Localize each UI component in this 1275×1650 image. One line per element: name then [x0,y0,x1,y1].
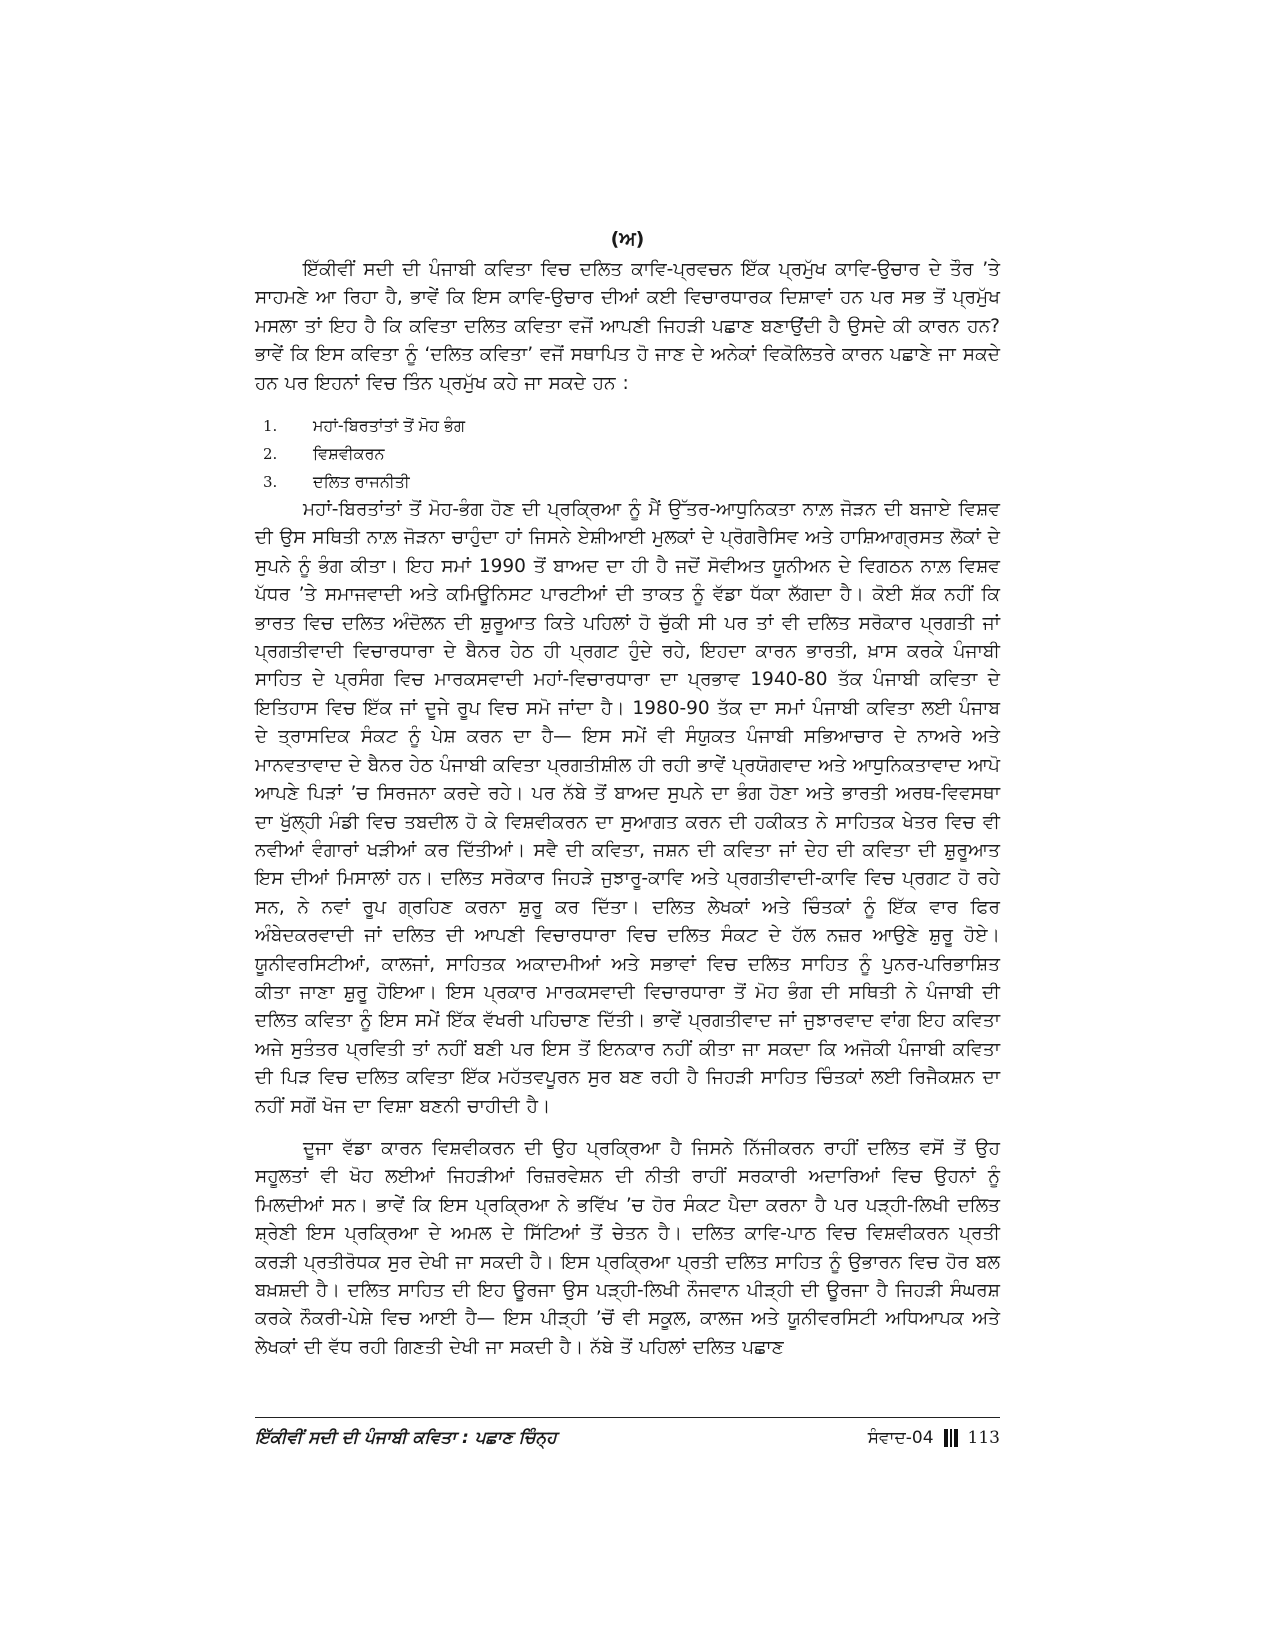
paragraph-globalization: ਦੂਜਾ ਵੱਡਾ ਕਾਰਨ ਵਿਸ਼ਵੀਕਰਨ ਦੀ ਉਹ ਪ੍ਰਕ੍ਰਿਆ ਹੈ ਜਿਸਨੇ ਨਿੱਜੀਕਰਨ ਰਾਹੀਂ ਦਲਿਤ ਵਸੋਂ ਤੋਂ ਉਹ ਸਹੂਲਤਾਂ ਵੀ ਖੋਹ ਲਈਆਂ ਜਿਹੜੀਆਂ ਰਿਜ਼ਰਵੇਸ਼ਨ ਦੀ ਨੀਤੀ ਰਾਹੀਂ ਸਰਕਾਰੀ ਅਦਾਰਿਆਂ ਵਿਚ ਉਹਨਾਂ ਨੂੰ ਮਿਲਦੀਆਂ ਸਨ। ਭਾਵੇਂ ਕਿ ਇਸ ਪ੍ਰਕ੍ਰਿਆ ਨੇ ਭਵਿੱਖ ’ਚ ਹੋਰ ਸੰਕਟ ਪੈਦਾ ਕਰਨਾ ਹੈ ਪਰ ਪੜ੍ਹੀ-ਲਿਖੀ ਦਲਿਤ ਸ਼੍ਰੇਣੀ ਇਸ ਪ੍ਰਕ੍ਰਿਆ ਦੇ ਅਮਲ ਦੇ ਸਿੱਟਿਆਂ ਤੋਂ ਚੇਤਨ ਹੈ। ਦਲਿਤ ਕਾਵਿ-ਪਾਠ ਵਿਚ ਵਿਸ਼ਵੀਕਰਨ ਪ੍ਰਤੀ ਕਰੜੀ ਪ੍ਰਤੀਰੋਧਕ ਸੁਰ ਦੇਖੀ ਜਾ ਸਕਦੀ ਹੈ। ਇਸ ਪ੍ਰਕ੍ਰਿਆ ਪ੍ਰਤੀ ਦਲਿਤ ਸਾਹਿਤ ਨੂੰ ਉਭਾਰਨ ਵਿਚ ਹੋਰ ਬਲ ਬਖ਼ਸ਼ਦੀ ਹੈ। ਦਲਿਤ ਸਾਹਿਤ ਦੀ ਇਹ ਊਰਜਾ ਉਸ ਪੜ੍ਹੀ-ਲਿਖੀ ਨੌਜਵਾਨ ਪੀੜ੍ਹੀ ਦੀ ਊਰਜਾ ਹੈ ਜਿਹੜੀ ਸੰਘਰਸ਼ ਕਰਕੇ ਨੌਕਰੀ-ਪੇਸ਼ੇ ਵਿਚ ਆਈ ਹੈ— ਇਸ ਪੀੜ੍ਹੀ ’ਚੋਂ ਵੀ ਸਕੂਲ, ਕਾਲਜ ਅਤੇ ਯੂਨੀਵਰਸਿਟੀ ਅਧਿਆਪਕ ਅਤੇ ਲੇਖਕਾਂ ਦੀ ਵੱਧ ਰਹੀ ਗਿਣਤੀ ਦੇਖੀ ਜਾ ਸਕਦੀ ਹੈ। ਨੱਬੇ ਤੋਂ ਪਹਿਲਾਂ ਦਲਿਤ ਪਛਾਣ [255,1137,1000,1358]
reasons-list [255,412,1000,496]
list-item-number: 3. [263,473,278,492]
page-number: 113 [967,1428,1000,1448]
list-item [255,412,1000,440]
list-item-number: 2. [263,445,278,464]
page-body [255,228,1000,1362]
list-item-label: ਮਹਾਂ-ਬਿਰਤਾਂਤਾਂ ਤੋਂ ਮੋਹ ਭੰਗ [313,416,466,436]
list-item-label: ਵਿਸ਼ਵੀਕਰਨ [313,444,385,464]
journal-issue: ਸੰਵਾਦ-04 [867,1428,934,1448]
list-item [255,440,1000,468]
paragraph-intro: ਇੱਕੀਵੀਂ ਸਦੀ ਦੀ ਪੰਜਾਬੀ ਕਵਿਤਾ ਵਿਚ ਦਲਿਤ ਕਾਵਿ-ਪ੍ਰਵਚਨ ਇੱਕ ਪ੍ਰਮੁੱਖ ਕਾਵਿ-ਉਚਾਰ ਦੇ ਤੌਰ ’ਤੇ ਸਾਹਮਣੇ ਆ ਰਿਹਾ ਹੈ, ਭਾਵੇਂ ਕਿ ਇਸ ਕਾਵਿ-ਉਚਾਰ ਦੀਆਂ ਕਈ ਵਿਚਾਰਧਾਰਕ ਦਿਸ਼ਾਵਾਂ ਹਨ ਪਰ ਸਭ ਤੋਂ ਪ੍ਰਮੁੱਖ ਮਸਲਾ ਤਾਂ ਇਹ ਹੈ ਕਿ ਕਵਿਤਾ ਦਲਿਤ ਕਵਿਤਾ ਵਜੋਂ ਆਪਣੀ ਜਿਹੜੀ ਪਛਾਣ ਬਣਾਉਂਦੀ ਹੈ ਉਸਦੇ ਕੀ ਕਾਰਨ ਹਨ? ਭਾਵੇਂ ਕਿ ਇਸ ਕਵਿਤਾ ਨੂੰ ‘ਦਲਿਤ ਕਵਿਤਾ’ ਵਜੋਂ ਸਥਾਪਿਤ ਹੋ ਜਾਣ ਦੇ ਅਨੇਕਾਂ ਵਿਕੋਲਿਤਰੇ ਕਾਰਨ ਪਛਾਣੇ ਜਾ ਸਕਦੇ ਹਨ ਪਰ ਇਹਨਾਂ ਵਿਚ ਤਿੰਨ ਪ੍ਰਮੁੱਖ ਕਹੇ ਜਾ ਸਕਦੇ ਹਨ : [255,259,1000,394]
section-heading: (ਅ) [610,228,645,250]
list-item [255,468,1000,496]
list-item-label: ਦਲਿਤ ਰਾਜਨੀਤੀ [313,472,410,492]
running-title: ਇੱਕੀਵੀਂ ਸਦੀ ਦੀ ਪੰਜਾਬੀ ਕਵਿਤਾ : ਪਛਾਣ ਚਿੰਨ੍ਹ [255,1428,557,1448]
list-item-number: 1. [263,417,278,436]
paragraph-grand-narratives: ਮਹਾਂ-ਬਿਰਤਾਂਤਾਂ ਤੋਂ ਮੋਹ-ਭੰਗ ਹੋਣ ਦੀ ਪ੍ਰਕ੍ਰਿਆ ਨੂੰ ਮੈਂ ਉੱਤਰ-ਆਧੁਨਿਕਤਾ ਨਾਲ਼ ਜੋੜਨ ਦੀ ਬਜਾਏ ਵਿਸ਼ਵ ਦੀ ਉਸ ਸਥਿਤੀ ਨਾਲ਼ ਜੋੜਨਾ ਚਾਹੁੰਦਾ ਹਾਂ ਜਿਸਨੇ ਏਸ਼ੀਆਈ ਮੁਲਕਾਂ ਦੇ ਪ੍ਰੋਗਰੈਸਿਵ ਅਤੇ ਹਾਸ਼ਿਆਗ੍ਰਸਤ ਲੋਕਾਂ ਦੇ ਸੁਪਨੇ ਨੂੰ ਭੰਗ ਕੀਤਾ। ਇਹ ਸਮਾਂ 1990 ਤੋਂ ਬਾਅਦ ਦਾ ਹੀ ਹੈ ਜਦੋਂ ਸੋਵੀਅਤ ਯੂਨੀਅਨ ਦੇ ਵਿਗਠਨ ਨਾਲ਼ ਵਿਸ਼ਵ ਪੱਧਰ ’ਤੇ ਸਮਾਜਵਾਦੀ ਅਤੇ ਕਮਿਊਨਿਸਟ ਪਾਰਟੀਆਂ ਦੀ ਤਾਕਤ ਨੂੰ ਵੱਡਾ ਧੱਕਾ ਲੱਗਦਾ ਹੈ। ਕੋਈ ਸ਼ੱਕ ਨਹੀਂ ਕਿ ਭਾਰਤ ਵਿਚ ਦਲਿਤ ਅੰਦੋਲਨ ਦੀ ਸ਼ੁਰੂਆਤ ਕਿਤੇ ਪਹਿਲਾਂ ਹੋ ਚੁੱਕੀ ਸੀ ਪਰ ਤਾਂ ਵੀ ਦਲਿਤ ਸਰੋਕਾਰ ਪ੍ਰਗਤੀ ਜਾਂ ਪ੍ਰਗਤੀਵਾਦੀ ਵਿਚਾਰਧਾਰਾ ਦੇ ਬੈਨਰ ਹੇਠ ਹੀ ਪ੍ਰਗਟ ਹੁੰਦੇ ਰਹੇ, ਇਹਦਾ ਕਾਰਨ ਭਾਰਤੀ, ਖ਼ਾਸ ਕਰਕੇ ਪੰਜਾਬੀ ਸਾਹਿਤ ਦੇ ਪ੍ਰਸੰਗ ਵਿਚ ਮਾਰਕਸਵਾਦੀ ਮਹਾਂ-ਵਿਚਾਰਧਾਰਾ ਦਾ ਪ੍ਰਭਾਵ 1940-80 ਤੱਕ ਪੰਜਾਬੀ ਕਵਿਤਾ ਦੇ ਇਤਿਹਾਸ ਵਿਚ ਇੱਕ ਜਾਂ ਦੂਜੇ ਰੂਪ ਵਿਚ ਸਮੋ ਜਾਂਦਾ ਹੈ। 1980-90 ਤੱਕ ਦਾ ਸਮਾਂ ਪੰਜਾਬੀ ਕਵਿਤਾ ਲਈ ਪੰਜਾਬ ਦੇ ਤ੍ਰਾਸਦਿਕ ਸੰਕਟ ਨੂੰ ਪੇਸ਼ ਕਰਨ ਦਾ ਹੈ— ਇਸ ਸਮੇਂ ਵੀ ਸੰਯੁਕਤ ਪੰਜਾਬੀ ਸਭਿਆਚਾਰ ਦੇ ਨਾਅਰੇ ਅਤੇ ਮਾਨਵਤਾਵਾਦ ਦੇ ਬੈਨਰ ਹੇਠ ਪੰਜਾਬੀ ਕਵਿਤਾ ਪ੍ਰਗਤੀਸ਼ੀਲ ਹੀ ਰਹੀ ਭਾਵੇਂ ਪ੍ਰਯੋਗਵਾਦ ਅਤੇ ਆਧੁਨਿਕਤਾਵਾਦ ਆਪੋ ਆਪਣੇ ਪਿੜਾਂ ’ਚ ਸਿਰਜਨਾ ਕਰਦੇ ਰਹੇ। ਪਰ ਨੱਬੇ ਤੋਂ ਬਾਅਦ ਸੁਪਨੇ ਦਾ ਭੰਗ ਹੋਣਾ ਅਤੇ ਭਾਰਤੀ ਅਰਥ-ਵਿਵਸਥਾ ਦਾ ਖੁੱਲ੍ਹੀ ਮੰਡੀ ਵਿਚ ਤਬਦੀਲ ਹੋ ਕੇ ਵਿਸ਼ਵੀਕਰਨ ਦਾ ਸੁਆਗਤ ਕਰਨ ਦੀ ਹਕੀਕਤ ਨੇ ਸਾਹਿਤਕ ਖੇਤਰ ਵਿਚ ਵੀ ਨਵੀਆਂ ਵੰਗਾਰਾਂ ਖੜੀਆਂ ਕਰ ਦਿੱਤੀਆਂ। ਸਵੈ ਦੀ ਕਵਿਤਾ, ਜਸ਼ਨ ਦੀ ਕਵਿਤਾ ਜਾਂ ਦੇਹ ਦੀ ਕਵਿਤਾ ਦੀ ਸ਼ੁਰੂਆਤ ਇਸ ਦੀਆਂ ਮਿਸਾਲਾਂ ਹਨ। ਦਲਿਤ ਸਰੋਕਾਰ ਜਿਹੜੇ ਜੁਝਾਰੂ-ਕਾਵਿ ਅਤੇ ਪ੍ਰਗਤੀਵਾਦੀ-ਕਾਵਿ ਵਿਚ ਪ੍ਰਗਟ ਹੋ ਰਹੇ ਸਨ, ਨੇ ਨਵਾਂ ਰੂਪ ਗ੍ਰਹਿਣ ਕਰਨਾ ਸ਼ੁਰੂ ਕਰ ਦਿੱਤਾ। ਦਲਿਤ ਲੇਖਕਾਂ ਅਤੇ ਚਿੰਤਕਾਂ ਨੂੰ ਇੱਕ ਵਾਰ ਫਿਰ ਅੰਬੇਦਕਰਵਾਦੀ ਜਾਂ ਦਲਿਤ ਦੀ ਆਪਣੀ ਵਿਚਾਰਧਾਰਾ ਵਿਚ ਦਲਿਤ ਸੰਕਟ ਦੇ ਹੱਲ ਨਜ਼ਰ ਆਉਣੇ ਸ਼ੁਰੂ ਹੋਏ। ਯੂਨੀਵਰਸਿਟੀਆਂ, ਕਾਲਜਾਂ, ਸਾਹਿਤਕ ਅਕਾਦਮੀਆਂ ਅਤੇ ਸਭਾਵਾਂ ਵਿਚ ਦਲਿਤ ਸਾਹਿਤ ਨੂੰ ਪੁਨਰ-ਪਰਿਭਾਸ਼ਿਤ ਕੀਤਾ ਜਾਣਾ ਸ਼ੁਰੂ ਹੋਇਆ। ਇਸ ਪ੍ਰਕਾਰ ਮਾਰਕਸਵਾਦੀ ਵਿਚਾਰਧਾਰਾ ਤੋਂ ਮੋਹ ਭੰਗ ਦੀ ਸਥਿਤੀ ਨੇ ਪੰਜਾਬੀ ਦੀ ਦਲਿਤ ਕਵਿਤਾ ਨੂੰ ਇਸ ਸਮੇਂ ਇੱਕ ਵੱਖਰੀ ਪਹਿਚਾਣ ਦਿੱਤੀ। ਭਾਵੇਂ ਪ੍ਰਗਤੀਵਾਦ ਜਾਂ ਜੁਝਾਰਵਾਦ ਵਾਂਗ ਇਹ ਕਵਿਤਾ ਅਜੇ ਸੁਤੰਤਰ ਪ੍ਰਵਿਤੀ ਤਾਂ ਨਹੀਂ ਬਣੀ ਪਰ ਇਸ ਤੋਂ ਇਨਕਾਰ ਨਹੀਂ ਕੀਤਾ ਜਾ ਸਕਦਾ ਕਿ ਅਜੋਕੀ ਪੰਜਾਬੀ ਕਵਿਤਾ ਦੀ ਪਿੜ ਵਿਚ ਦਲਿਤ ਕਵਿਤਾ ਇੱਕ ਮਹੱਤਵਪੂਰਨ ਸੁਰ ਬਣ ਰਹੀ ਹੈ ਜਿਹੜੀ ਸਾਹਿਤ ਚਿੰਤਕਾਂ ਲਈ ਰਿਜੈਕਸ਼ਨ ਦਾ ਨਹੀਂ ਸਗੋਂ ਖੋਜ ਦਾ ਵਿਸ਼ਾ ਬਣਨੀ ਚਾਹੀਦੀ ਹੈ। [255,499,1000,1117]
triple-bar-icon [944,1429,958,1447]
footer-right [868,1428,1000,1448]
page-footer [255,1417,1000,1448]
